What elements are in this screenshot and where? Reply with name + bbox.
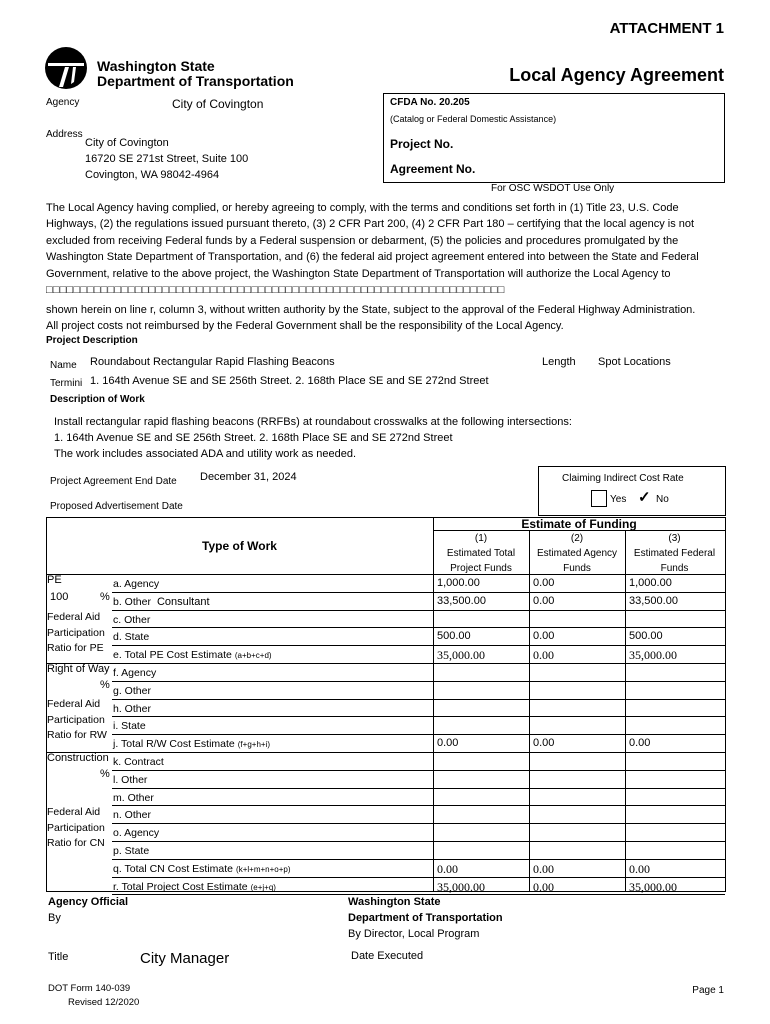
cfda-number: CFDA No. 20.205 [390, 97, 470, 108]
row-label: q. Total CN Cost Estimate (k+l+m+n+o+p) [113, 862, 291, 875]
termini-label: Termini [50, 378, 83, 389]
pe-federal-aid-ratio-label: Federal Aid Participation Ratio for PE [47, 611, 105, 654]
title-value: City Manager [140, 950, 230, 967]
no-label: No [656, 494, 669, 505]
row-label: j. Total R/W Cost Estimate (f+g+h+i) [113, 738, 271, 751]
row-value-col3[interactable]: 35,000.00 [629, 648, 677, 663]
row-value-col3[interactable]: 0.00 [629, 737, 651, 750]
date-executed-label: Date Executed [351, 950, 424, 962]
page-number: Page 1 [692, 985, 724, 996]
row-label: e. Total PE Cost Estimate (a+b+c+d) [113, 649, 272, 662]
project-no-label: Project No. [390, 137, 454, 151]
col3-header: (3) Estimated Federal Funds [633, 533, 716, 574]
project-description-heading: Project Description [46, 335, 138, 346]
description-of-work-heading: Description of Work [50, 394, 145, 405]
length-value: Spot Locations [598, 356, 671, 368]
row-label: g. Other [113, 684, 151, 697]
row-label: n. Other [113, 809, 151, 822]
row-value-col2[interactable]: 0.00 [533, 737, 555, 750]
work-line-3: The work includes associated ADA and utility work as needed. [54, 448, 357, 460]
project-name-value: Roundabout Rectangular Rapid Flashing Beacons [90, 356, 335, 368]
row-sublabel: (e+j+q) [250, 882, 276, 892]
row-value-col1[interactable]: 0.00 [437, 861, 458, 876]
indirect-cost-label: Claiming Indirect Cost Rate [562, 473, 684, 484]
agreement-no-label: Agreement No. [390, 162, 476, 176]
row-label: d. State [113, 631, 150, 644]
osc-note: For OSC WSDOT Use Only [491, 183, 615, 194]
address-label: Address [46, 129, 83, 140]
wsdot-sign-line2: Department of Transportation [348, 912, 503, 924]
work-line-2: 1. 164th Avenue SE and SE 256th Street. 2. 168th Place SE and SE 272nd Street [54, 432, 453, 444]
pe-section-label: PE [47, 574, 62, 586]
terms-paragraph [46, 200, 726, 282]
row-value-col2[interactable]: 0.00 [533, 577, 555, 589]
attachment-label: ATTACHMENT 1 [609, 20, 724, 37]
row-label: a. Agency [113, 578, 160, 590]
org-name-line2: Department of Transportation [97, 73, 294, 89]
row-value-col3[interactable]: 1,000.00 [629, 577, 672, 589]
responsibility-paragraph [46, 302, 726, 335]
terms-line: shown herein on line r, column 3, without written authority by the State, subject to the approval of the Federal Highway Administration. [46, 304, 696, 316]
wsdot-logo-icon [44, 46, 88, 90]
title-label: Title [48, 951, 69, 963]
row-sublabel: (a+b+c+d) [234, 651, 272, 661]
address-line-3: Covington, WA 98042-4964 [85, 169, 220, 181]
agency-official-label: Agency Official [48, 896, 129, 908]
row-value-col2[interactable]: 0.00 [533, 861, 554, 876]
terms-line: All project costs not reimbursed by the Federal Government shall be the responsibility of the Local Agency. [46, 320, 564, 333]
cn-federal-aid-ratio-label: Federal Aid Participation Ratio for CN [47, 806, 105, 849]
row-value-col2[interactable]: 0.00 [533, 648, 554, 663]
row-value-col2[interactable]: 0.00 [533, 879, 554, 894]
document-title: Local Agency Agreement [509, 65, 724, 85]
row-sublabel: (f+g+h+i) [237, 740, 271, 750]
advertisement-date-label: Proposed Advertisement Date [50, 501, 183, 512]
missing-glyph-line: □□□□□□□□□□□□□□□□□□□□□□□□□□□□□□□□□□□□□□□□□□□□□□□□□□□□□□□□□□□□□□□□□□□ [46, 284, 505, 296]
row-label: r. Total Project Cost Estimate (e+j+q) [113, 880, 276, 893]
terms-line: Highways, (2) the regulations issued pursuant thereto, (3) 2 CFR Part 200, (4) 2 CFR Part 180 – certifying that the local agency is not [46, 218, 695, 231]
termini-value: 1. 164th Avenue SE and SE 256th Street. 2. 168th Place SE and SE 272nd Street [90, 375, 489, 387]
terms-line: Government, relative to the above project, the Washington State Department of Transportation will authorize the Local Agency to [46, 267, 671, 280]
terms-line: excluded from receiving Federal funds by a Federal suspension or debarment, (5) the policies and procedures promulgated by the [46, 234, 679, 247]
row-label: k. Contract [113, 756, 164, 768]
pe-percent-value[interactable]: 100 [50, 591, 69, 603]
row-label: f. Agency [113, 667, 157, 679]
yes-label: Yes [610, 494, 627, 505]
wsdot-sign-line1: Washington State [348, 896, 441, 908]
agency-value: City of Covington [172, 97, 264, 111]
row-value-col1[interactable]: 33,500.00 [437, 594, 486, 607]
row-value-col1[interactable]: 35,000.00 [437, 648, 485, 663]
row-value-col1[interactable]: 35,000.00 [437, 879, 485, 894]
row-label: h. Other [113, 702, 151, 715]
cn-percent-sign: % [100, 768, 110, 780]
pe-percent-sign: % [100, 591, 110, 603]
rw-percent-sign: % [100, 679, 110, 691]
work-line-1: Install rectangular rapid flashing beacons (RRFBs) at roundabout crosswalks at the following intersections: [54, 416, 572, 428]
row-label: c. Other [113, 613, 151, 626]
row-sublabel: Consultant [156, 595, 210, 608]
form-number: DOT Form 140-039 [48, 983, 131, 994]
row-value-col2[interactable]: 0.00 [533, 630, 555, 643]
row-label: p. State [113, 845, 150, 857]
no-check-mark-icon[interactable]: ✓ [638, 489, 651, 506]
row-label: o. Agency [113, 827, 160, 840]
rw-federal-aid-ratio-label: Federal Aid Participation Ratio for RW [47, 698, 107, 741]
name-label: Name [50, 360, 77, 371]
rw-section-label: Right of Way [47, 663, 110, 675]
row-value-col1[interactable]: 0.00 [437, 737, 459, 750]
cn-section-label: Construction [47, 752, 109, 764]
row-value-col3[interactable]: 33,500.00 [629, 594, 678, 607]
type-of-work-heading: Type of Work [202, 539, 277, 553]
end-date-label: Project Agreement End Date [50, 476, 177, 487]
agency-label: Agency [46, 97, 80, 108]
address-line-1: City of Covington [85, 137, 169, 149]
terms-line: The Local Agency having complied, or hereby agreeing to comply, with the terms and conditions set forth in (1) Title 23, U.S. Code [46, 202, 679, 214]
col1-header: (1) Estimated Total Project Funds [446, 533, 516, 574]
cfda-catalog: (Catalog or Federal Domestic Assistance) [390, 114, 557, 124]
row-sublabel: (k+l+m+n+o+p) [236, 864, 291, 874]
row-value-col1[interactable]: 1,000.00 [437, 577, 480, 589]
estimate-of-funding-heading: Estimate of Funding [521, 517, 637, 531]
length-label: Length [542, 356, 576, 368]
form-revised: Revised 12/2020 [68, 997, 140, 1008]
org-name-line1: Washington State [97, 58, 215, 74]
row-label: m. Other [113, 791, 154, 804]
row-value-col1[interactable]: 500.00 [437, 630, 471, 643]
by-label: By [48, 912, 61, 924]
row-value-col3[interactable]: 35,000.00 [629, 879, 677, 894]
row-value-col2[interactable]: 0.00 [533, 594, 555, 607]
row-label: i. State [113, 720, 146, 733]
row-value-col3[interactable]: 500.00 [629, 630, 663, 643]
col2-header: (2) Estimated Agency Funds [536, 533, 618, 574]
row-label: l. Other [113, 773, 148, 786]
wsdot-by-director: By Director, Local Program [348, 928, 480, 940]
terms-line: Washington State Department of Transportation, and (6) the federal aid project agreement entered into between the State and Federal [46, 251, 699, 264]
row-label: b. Other Consultant [113, 595, 210, 608]
yes-checkbox[interactable] [591, 490, 607, 507]
end-date-value: December 31, 2024 [200, 471, 297, 483]
address-line-2: 16720 SE 271st Street, Suite 100 [85, 153, 249, 165]
row-value-col3[interactable]: 0.00 [629, 861, 650, 876]
